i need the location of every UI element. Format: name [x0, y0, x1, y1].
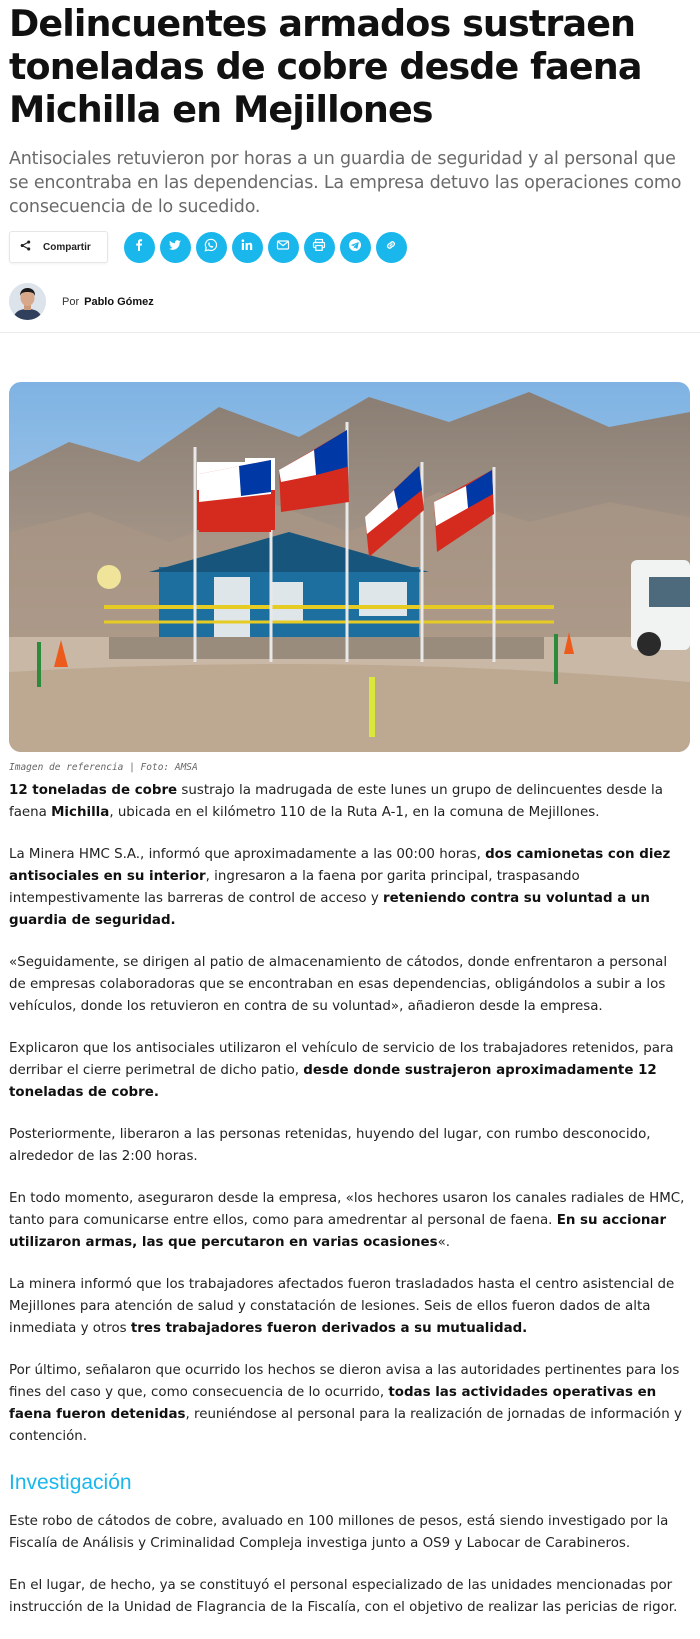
bold-text: Michilla [51, 805, 110, 820]
paragraph: 12 toneladas de cobre sustrajo la madrugada de este lunes un grupo de delincuentes desde la faena Michilla, ubicada en el kilómetro 110 de la Ruta A-1, en la comuna de Mejillones. [9, 783, 663, 820]
twitter-icon [168, 238, 182, 257]
bold-text: dos camionetas con diez antisociales en su interior [9, 847, 671, 884]
share-bar [9, 231, 407, 263]
email-button[interactable] [268, 232, 299, 263]
author-avatar[interactable] [9, 283, 46, 320]
paragraph: «Seguidamente, se dirigen al patio de almacenamiento de cátodos, donde enfrentaron a personal de empresas colaboradoras que se encontraban en esas dependencias, obligándolos a subir a los vehículos, donde los retuvieron en contra de su voluntad», añadieron desde la empresa. [9, 955, 668, 1014]
bold-text: 12 toneladas de cobre [9, 783, 178, 798]
print-icon [312, 238, 326, 257]
bold-text: En su accionar utilizaron armas, las que percutaron en varias ocasiones [9, 1213, 667, 1250]
bold-text: todas las actividades operativas en faena fueron detenidas [9, 1385, 657, 1422]
twitter-button[interactable] [160, 232, 191, 263]
facebook-button[interactable] [124, 232, 155, 263]
telegram-icon [348, 238, 362, 257]
photo-caption: Imagen de referencia | Foto: AMSA [9, 762, 198, 773]
linkedin-icon [240, 238, 254, 257]
byline-prefix: Por [62, 295, 80, 308]
paragraph: Explicaron que los antisociales utilizaron el vehículo de servicio de los trabajadores retenidos, para derribar el cierre perimetral de dicho patio, desde donde sustrajeron aproximadamente 12 toneladas de cobre. [9, 1041, 674, 1100]
paragraph: Por último, señalaron que ocurrido los hechos se dieron avisa a las autoridades pertinentes para los fines del caso y que, como consecuencia de lo ocurrido, todas las actividades operativas en faena fueron detenidas, reuniéndose al personal para la realización de jornadas de información y contención. [9, 1363, 682, 1444]
section-heading: Investigación [9, 1471, 132, 1494]
linkedin-button[interactable] [232, 232, 263, 263]
article-title: Delincuentes armados sustraen toneladas de cobre desde faena Michilla en Mejillones [9, 2, 642, 131]
article-photo [9, 382, 690, 752]
paragraph: La minera informó que los trabajadores afectados fueron trasladados hasta el centro asistencial de Mejillones para atención de salud y constatación de lesiones. Seis de ellos fueron dados de alta inmediata y otros tres trabajadores fueron derivados a su mutualidad. [9, 1277, 675, 1336]
social-buttons [124, 232, 407, 263]
bold-text: desde donde sustrajeron aproximadamente 12 toneladas de cobre. [9, 1063, 657, 1100]
paragraph: Posteriormente, liberaron a las personas retenidas, huyendo del lugar, con rumbo desconocido, alrededor de las 2:00 horas. [9, 1127, 651, 1164]
paragraph: La Minera HMC S.A., informó que aproximadamente a las 00:00 horas, dos camionetas con diez antisociales en su interior, ingresaron a la faena por garita principal, traspasando intempestivamente las barreras de control de acceso y reteniendo contra su voluntad a un guardia de seguridad. [9, 847, 671, 928]
author-byline [9, 283, 154, 320]
bold-text: reteniendo contra su voluntad a un guardia de seguridad. [9, 891, 650, 928]
paragraph: En el lugar, de hecho, ya se constituyó el personal especializado de las unidades mencionadas por instrucción de la Unidad de Flagrancia de la Fiscalía, con el objetivo de realizar las pericias de rigor. [9, 1578, 678, 1615]
paragraph: En todo momento, aseguraron desde la empresa, «los hechores usaron los canales radiales de HMC, tanto para comunicarse entre ellos, como para amedrentar al personal de faena. En su accionar utilizaron armas, las que percutaron en varias ocasiones«. [9, 1191, 685, 1250]
link-icon [384, 238, 398, 257]
whatsapp-button[interactable] [196, 232, 227, 263]
facebook-icon [132, 238, 146, 257]
whatsapp-icon [204, 238, 218, 257]
paragraph: Este robo de cátodos de cobre, avaluado en 100 millones de pesos, está siendo investigado por la Fiscalía de Análisis y Criminalidad Compleja investiga junto a OS9 y Labocar de Carabineros. [9, 1514, 669, 1551]
header-divider [0, 332, 700, 333]
article-lede: Antisociales retuvieron por horas a un guardia de seguridad y al personal que se encontraba en las dependencias. La empresa detuvo las operaciones como consecuencia de lo sucedido. [9, 149, 682, 217]
mail-icon [276, 238, 290, 257]
article-body [9, 780, 685, 1639]
share-label: Compartir [43, 241, 91, 253]
share-button[interactable] [9, 231, 108, 263]
copy-link-button[interactable] [376, 232, 407, 263]
telegram-button[interactable] [340, 232, 371, 263]
bold-text: tres trabajadores fueron derivados a su mutualidad. [130, 1321, 528, 1336]
author-name[interactable]: Pablo Gómez [84, 295, 154, 308]
share-icon [20, 240, 31, 254]
print-button[interactable] [304, 232, 335, 263]
